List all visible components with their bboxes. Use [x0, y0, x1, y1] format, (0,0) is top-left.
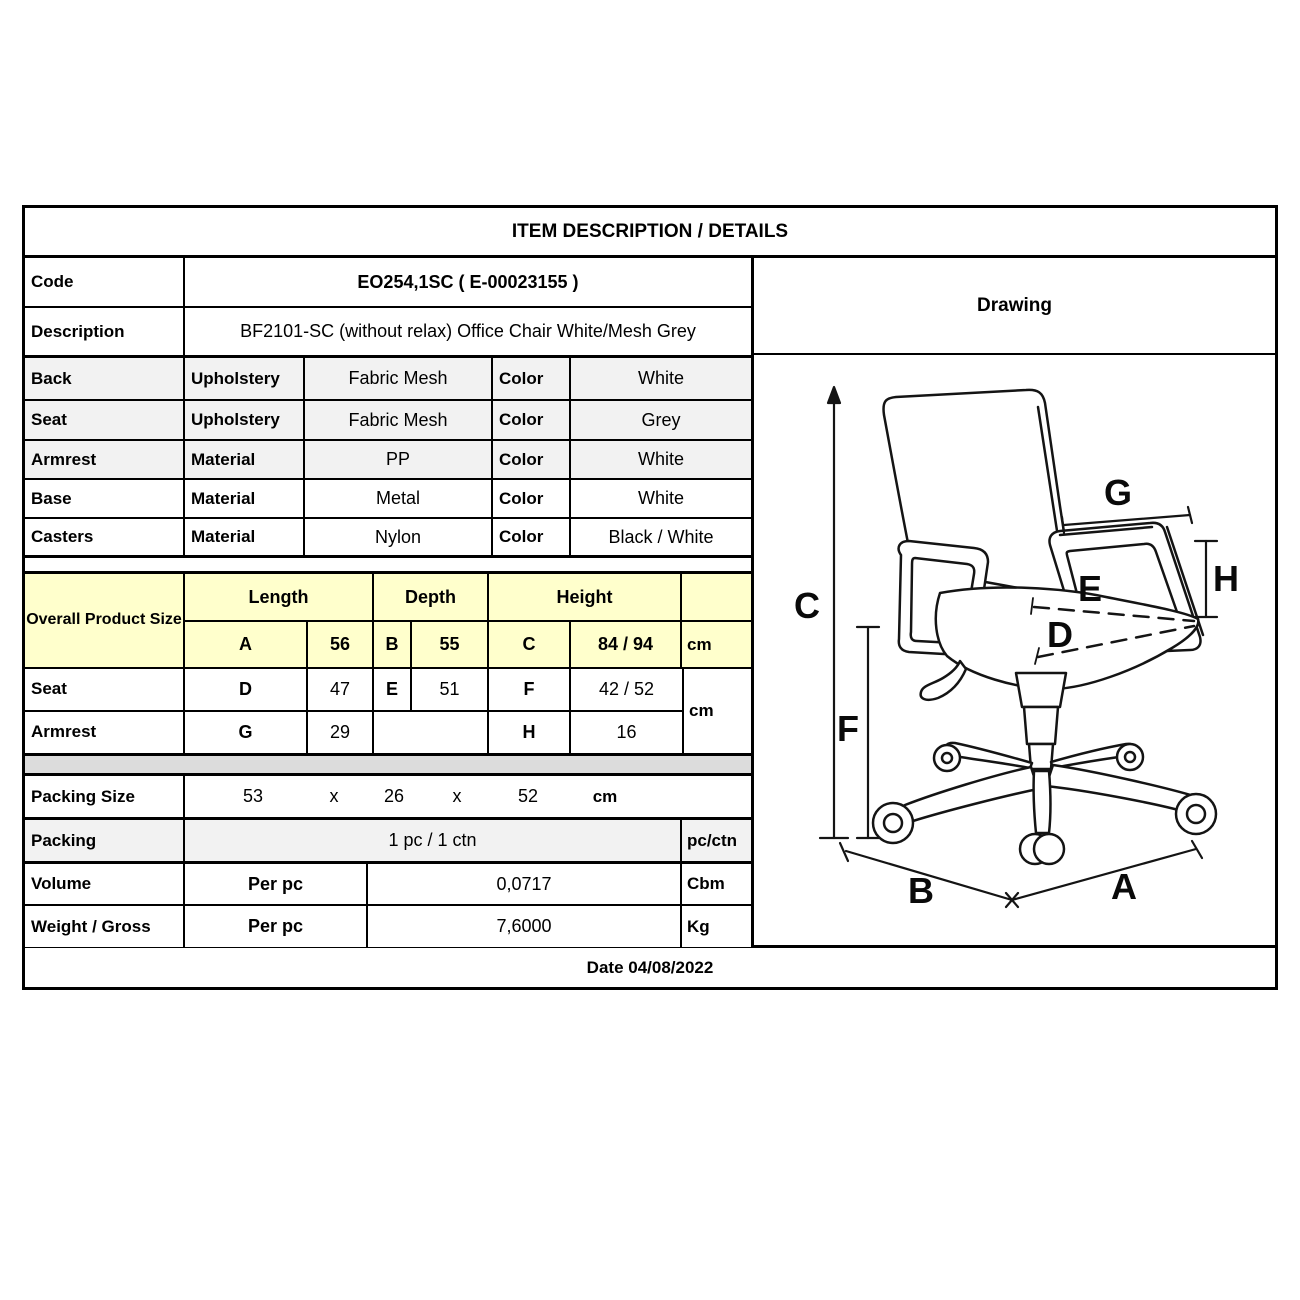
weight-unit: Kg	[687, 916, 710, 936]
material-row-base	[25, 480, 751, 519]
attr-label: Material	[185, 480, 305, 517]
packing-size-row	[25, 776, 751, 820]
color-label: Color	[493, 401, 571, 439]
size-header-values	[185, 622, 751, 667]
dim-b-key: B	[374, 622, 412, 667]
packing-size-values	[185, 776, 751, 817]
dim-c-key: C	[489, 622, 571, 667]
attr-label: Material	[185, 519, 305, 555]
material-row-armrest	[25, 441, 751, 480]
gas-lift-lower	[1029, 744, 1053, 769]
attr-label: Upholstery	[185, 358, 305, 399]
attr-label: Upholstery	[185, 401, 305, 439]
dim-e-value: 51	[412, 669, 489, 710]
material-value: Fabric Mesh	[305, 358, 493, 399]
packing-unit-label: pc/ctn	[687, 830, 738, 850]
material-row-back	[25, 358, 751, 401]
packing-sep: x	[452, 786, 462, 806]
weight-label: Weight / Gross	[25, 906, 185, 947]
material-value: PP	[305, 441, 493, 478]
tilt-lever	[921, 661, 966, 700]
label-F: F	[837, 708, 859, 749]
color-value: White	[637, 368, 684, 388]
base-leg-front	[1034, 771, 1051, 833]
part-label: Base	[25, 480, 185, 517]
material-value: Nylon	[305, 519, 493, 555]
label-C: C	[794, 585, 820, 626]
weight-per-pc: Per pc	[185, 906, 368, 947]
part-label: Back	[25, 358, 185, 399]
size-header	[25, 574, 751, 669]
gas-lift-cone	[1016, 673, 1066, 707]
volume-per-pc: Per pc	[185, 864, 368, 904]
depth-header: Depth	[374, 574, 489, 620]
height-header: Height	[489, 574, 682, 620]
attr-label: Material	[185, 441, 305, 478]
dim-line-G	[1064, 515, 1190, 525]
description-label: Description	[25, 308, 185, 355]
color-value: White	[637, 449, 684, 469]
part-label: Armrest	[25, 441, 185, 478]
packing-value: 1 pc / 1 ctn	[185, 820, 682, 861]
divider-band	[25, 756, 751, 776]
dim-h-value: 16	[616, 721, 637, 742]
code-value: EO254,1SC ( E-00023155 )	[357, 271, 579, 292]
dim-b-value: 55	[412, 622, 489, 667]
seat-armrest-size-rows	[25, 669, 751, 756]
sheet-body	[25, 258, 1275, 945]
packing-dim-2: 26	[383, 786, 405, 806]
dim-a-value: 56	[308, 622, 374, 667]
code-row	[25, 258, 751, 308]
seat-label: Seat	[25, 669, 185, 710]
material-row-casters	[25, 519, 751, 558]
drawing-title: Drawing	[754, 258, 1275, 355]
label-D: D	[1047, 614, 1073, 655]
description-row	[25, 308, 751, 358]
description-value: BF2101-SC (without relax) Office Chair White/Mesh Grey	[240, 321, 696, 341]
weight-value: 7,6000	[368, 906, 682, 947]
drawing-panel	[754, 258, 1275, 945]
volume-value: 0,0717	[368, 864, 682, 904]
dim-f-key: F	[489, 669, 571, 710]
armrest-label: Armrest	[25, 712, 185, 753]
dim-c-value: 84 / 94	[571, 622, 682, 667]
color-label: Color	[493, 480, 571, 517]
size-header-grid	[185, 574, 751, 667]
packing-size-label: Packing Size	[25, 776, 185, 817]
unit-cm: cm	[687, 634, 712, 654]
dim-d-key: D	[185, 669, 308, 710]
dim-e-key: E	[374, 669, 412, 710]
code-label: Code	[25, 258, 185, 306]
material-value: Fabric Mesh	[305, 401, 493, 439]
label-H: H	[1213, 558, 1239, 599]
chair-technical-drawing	[754, 355, 1275, 940]
label-B: B	[908, 870, 934, 911]
seat-size-row	[25, 669, 682, 712]
caster-right	[1176, 794, 1216, 834]
blank-cell	[374, 712, 489, 753]
volume-unit: Cbm	[687, 874, 725, 893]
caster-front-wheel-right	[1034, 834, 1064, 864]
armrest-size-row	[25, 712, 682, 753]
packing-row	[25, 820, 751, 864]
dim-d-value: 47	[308, 669, 374, 710]
date-row	[25, 945, 1275, 987]
packing-sep: x	[329, 786, 339, 806]
color-label: Color	[493, 441, 571, 478]
color-value: Grey	[641, 409, 681, 430]
color-value: Black / White	[608, 526, 714, 547]
packing-unit: cm	[592, 786, 618, 806]
blank-cell	[682, 574, 751, 620]
volume-label: Volume	[25, 864, 185, 904]
label-A: A	[1111, 866, 1137, 907]
dim-a-key: A	[185, 622, 308, 667]
length-header: Length	[185, 574, 374, 620]
dim-arrow-C	[828, 387, 840, 403]
details-table	[25, 258, 754, 945]
drawing-area	[754, 355, 1275, 945]
packing-dim-3: 52	[517, 786, 539, 806]
date-text: Date 04/08/2022	[586, 957, 714, 977]
base-leg-left	[897, 767, 1038, 821]
caster-back-right	[1117, 744, 1143, 770]
part-label: Seat	[25, 401, 185, 439]
spacer-row	[25, 558, 751, 574]
packing-label: Packing	[25, 820, 185, 861]
material-value: Metal	[305, 480, 493, 517]
dim-g-value: 29	[308, 712, 374, 753]
dim-h-key: H	[489, 712, 571, 753]
part-label: Casters	[25, 519, 185, 555]
color-label: Color	[493, 358, 571, 399]
seat-armrest-grid	[25, 669, 682, 753]
size-header-top	[185, 574, 751, 622]
weight-row	[25, 906, 751, 947]
unit-cm-merged: cm	[682, 669, 751, 753]
size-section-label: Overall Product Size	[25, 574, 185, 667]
sheet-title: ITEM DESCRIPTION / DETAILS	[25, 208, 1275, 258]
label-G: G	[1103, 472, 1133, 513]
color-value: White	[637, 488, 684, 508]
caster-back-left	[934, 745, 960, 771]
color-label: Color	[493, 519, 571, 555]
label-E: E	[1077, 568, 1103, 609]
volume-row	[25, 864, 751, 906]
dim-f-value: 42 / 52	[598, 678, 655, 699]
gas-lift-mid	[1024, 707, 1058, 744]
spec-sheet	[22, 205, 1278, 990]
packing-dim-1: 53	[242, 786, 264, 806]
dim-g-key: G	[185, 712, 308, 753]
material-row-seat	[25, 401, 751, 441]
